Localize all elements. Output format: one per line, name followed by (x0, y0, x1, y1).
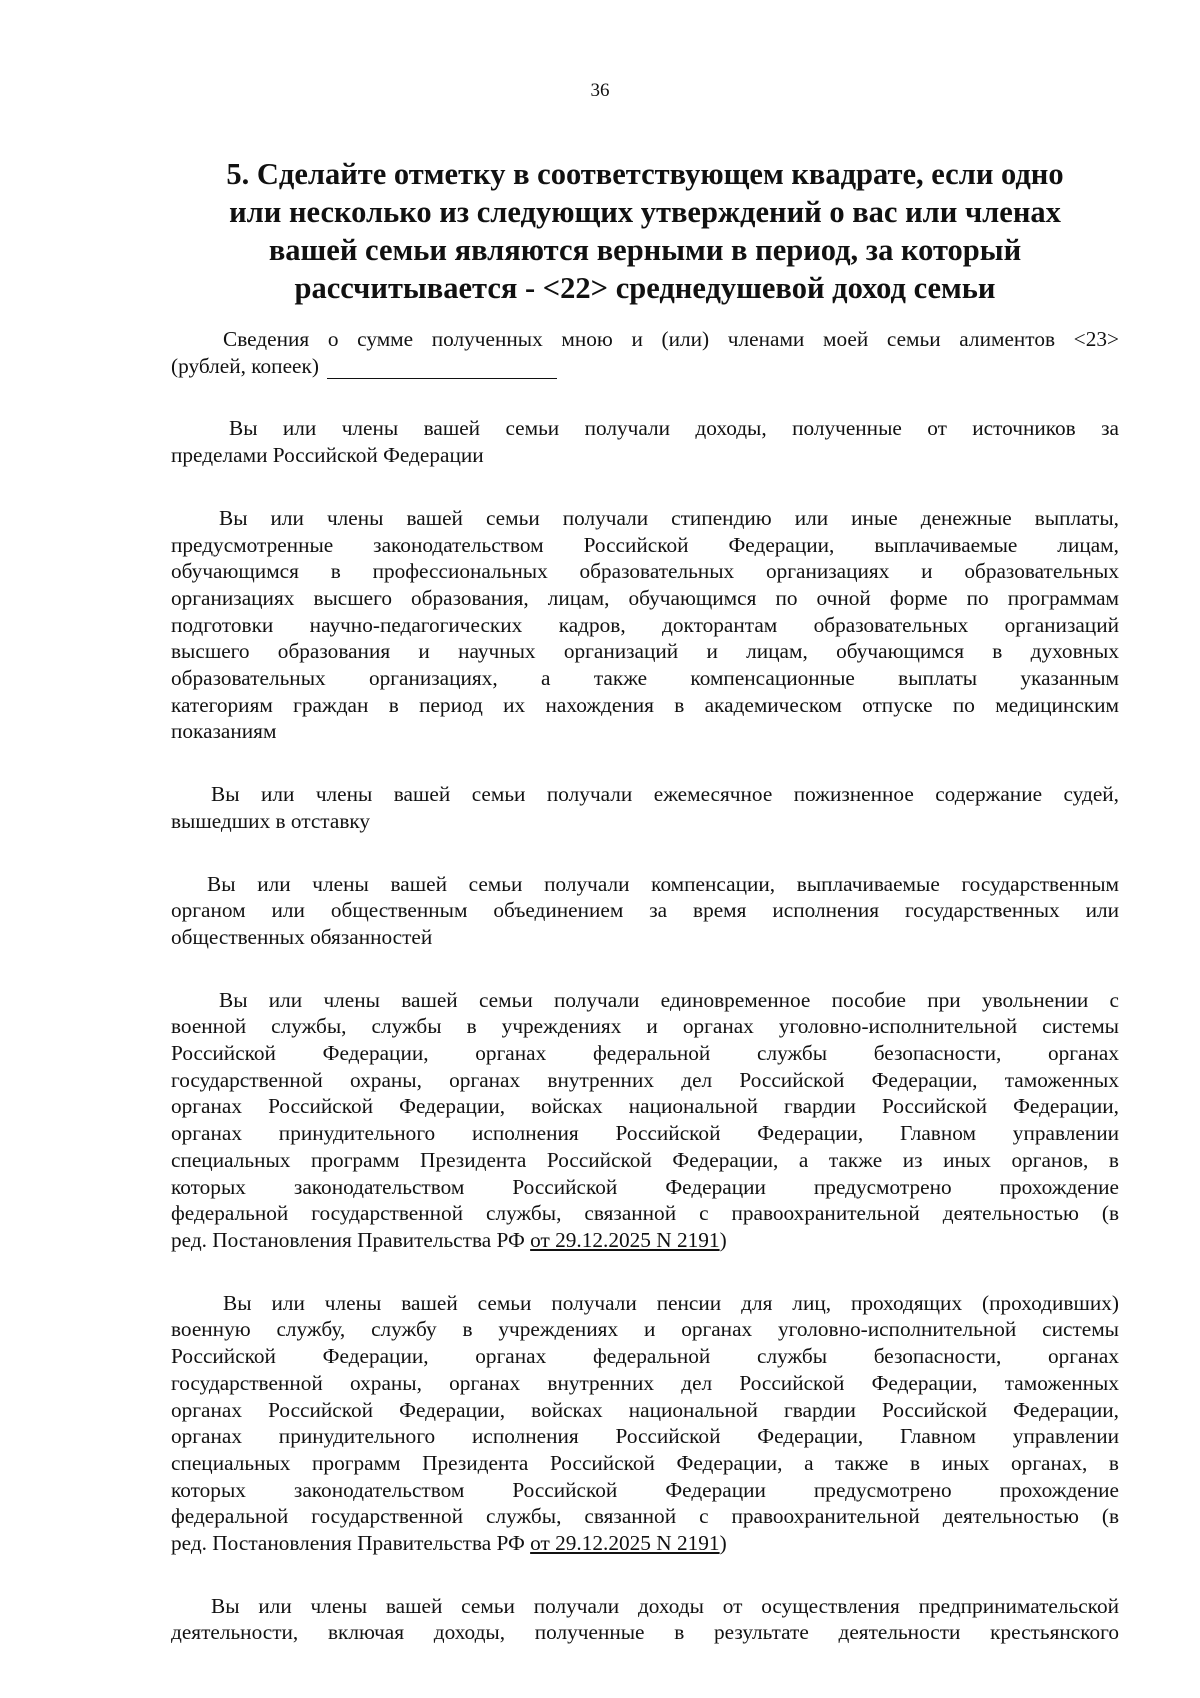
paragraph-line: Российской Федерации, органах федеральной службы безопасности, органах (171, 1344, 1119, 1369)
reference-prefix: ред. Постановления Правительства РФ (171, 1531, 531, 1556)
paragraph-line: федеральной государственной службы, связанной с правоохранительной деятельностью (в (171, 1201, 1119, 1226)
paragraph-line: категориям граждан в период их нахождения в академическом отпуске по медицинским (171, 692, 1119, 717)
paragraph-line: органом или общественным объединением за время исполнения государственных или (171, 898, 1119, 923)
statement-military-pension (171, 1290, 1119, 1557)
alimony-amount-field[interactable] (327, 358, 557, 379)
heading-line: рассчитывается - <22> среднедушевой доход семьи (294, 271, 996, 305)
statement-judge-allowance (171, 781, 1119, 834)
paragraph-line: военной службы, службы в учреждениях и органах уголовно-исполнительной системы (171, 1014, 1119, 1039)
paragraph-line: Российской Федерации, органах федеральной службы безопасности, органах (171, 1041, 1119, 1066)
paragraph-line: Вы или члены вашей семьи получали ежемесячное пожизненное содержание судей, (211, 782, 1119, 807)
statement-business-income (171, 1593, 1119, 1646)
paragraph-line: пределами Российской Федерации (171, 443, 484, 468)
paragraph-line: специальных программ Президента Российской Федерации, а также в иных органах, в (171, 1450, 1119, 1475)
paragraph-line: вышедших в отставку (171, 808, 371, 833)
paragraph-line: органах Российской Федерации, войсках национальной гвардии Российской Федерации, (171, 1397, 1119, 1422)
paragraph-line: высшего образования и научных организаций и лицам, обучающимся в духовных (171, 639, 1119, 664)
paragraph-line: которых законодательством Российской Федерации предусмотрено прохождение (171, 1174, 1119, 1199)
paragraph-line: органах принудительного исполнения Российской Федерации, Главном управлении (171, 1121, 1119, 1146)
paragraph-line: федеральной государственной службы, связанной с правоохранительной деятельностью (в (171, 1504, 1119, 1529)
statement-foreign-income (171, 415, 1119, 468)
reference-suffix: ) (719, 1227, 727, 1252)
paragraph-line: подготовки научно-педагогических кадров, докторантам образовательных организаций (171, 612, 1119, 637)
paragraph-line: органах принудительного исполнения Российской Федерации, Главном управлении (171, 1424, 1119, 1449)
paragraph-line: специальных программ Президента Российской Федерации, а также из иных органов, в (171, 1147, 1119, 1172)
paragraph-line: Вы или члены вашей семьи получали стипендию или иные денежные выплаты, (219, 505, 1119, 530)
heading-line: или несколько из следующих утверждений о вас или членах (229, 195, 1061, 229)
paragraph-line: Вы или члены вашей семьи получали единовременное пособие при увольнении с (219, 987, 1119, 1012)
resolution-link[interactable]: от 29.12.2025 N 2191 (530, 1227, 720, 1252)
section-heading (170, 155, 1120, 307)
paragraph-line: образовательных организациях, а также компенсационные выплаты указанным (171, 666, 1119, 691)
paragraph-line: деятельности, включая доходы, полученные в результате деятельности крестьянского (171, 1620, 1119, 1645)
heading-line: 5. Сделайте отметку в соответствующем квадрате, если одно (226, 157, 1064, 191)
alimony-unit-label: (рублей, копеек) (171, 353, 319, 378)
page-number: 36 (590, 80, 610, 101)
reference-suffix: ) (719, 1531, 727, 1556)
paragraph-line: органах Российской Федерации, войсках национальной гвардии Российской Федерации, (171, 1094, 1119, 1119)
statement-severance-allowance (171, 987, 1119, 1254)
paragraph-line: показаниям (171, 719, 277, 744)
paragraph-line: организациях высшего образования, лицам, обучающимся по очной форме по программам (171, 585, 1119, 610)
resolution-link[interactable]: от 29.12.2025 N 2191 (530, 1531, 720, 1556)
paragraph-line (171, 353, 1119, 380)
paragraph-line: Вы или члены вашей семьи получали доходы, полученные от источников за (229, 416, 1119, 441)
statement-scholarship (171, 505, 1119, 745)
alimony-paragraph (171, 326, 1119, 379)
paragraph-line: Вы или члены вашей семьи получали доходы от осуществления предпринимательской (211, 1593, 1119, 1618)
paragraph-line: военную службу, службу в учреждениях и органах уголовно-исполнительной системы (171, 1317, 1119, 1342)
paragraph-line: обучающимся в профессиональных образовательных организациях и образовательных (171, 559, 1119, 584)
paragraph-line: государственной охраны, органах внутренних дел Российской Федерации, таможенных (171, 1370, 1119, 1395)
paragraph-line (171, 1530, 1119, 1557)
paragraph-line: которых законодательством Российской Федерации предусмотрено прохождение (171, 1477, 1119, 1502)
paragraph-line: Сведения о сумме полученных мною и (или) членами моей семьи алиментов <23> (223, 327, 1119, 351)
heading-line: вашей семьи являются верными в период, за который (268, 233, 1022, 267)
paragraph-line: государственной охраны, органах внутренних дел Российской Федерации, таможенных (171, 1067, 1119, 1092)
document-body (171, 326, 1119, 1682)
paragraph-line (171, 1227, 1119, 1254)
paragraph-line: Вы или члены вашей семьи получали компенсации, выплачиваемые государственным (207, 871, 1119, 896)
paragraph-line: Вы или члены вашей семьи получали пенсии для лиц, проходящих (проходивших) (223, 1290, 1119, 1315)
statement-compensation (171, 871, 1119, 951)
paragraph-line: общественных обязанностей (171, 924, 433, 949)
reference-prefix: ред. Постановления Правительства РФ (171, 1227, 531, 1252)
paragraph-line: предусмотренные законодательством Российской Федерации, выплачиваемые лицам, (171, 532, 1119, 557)
